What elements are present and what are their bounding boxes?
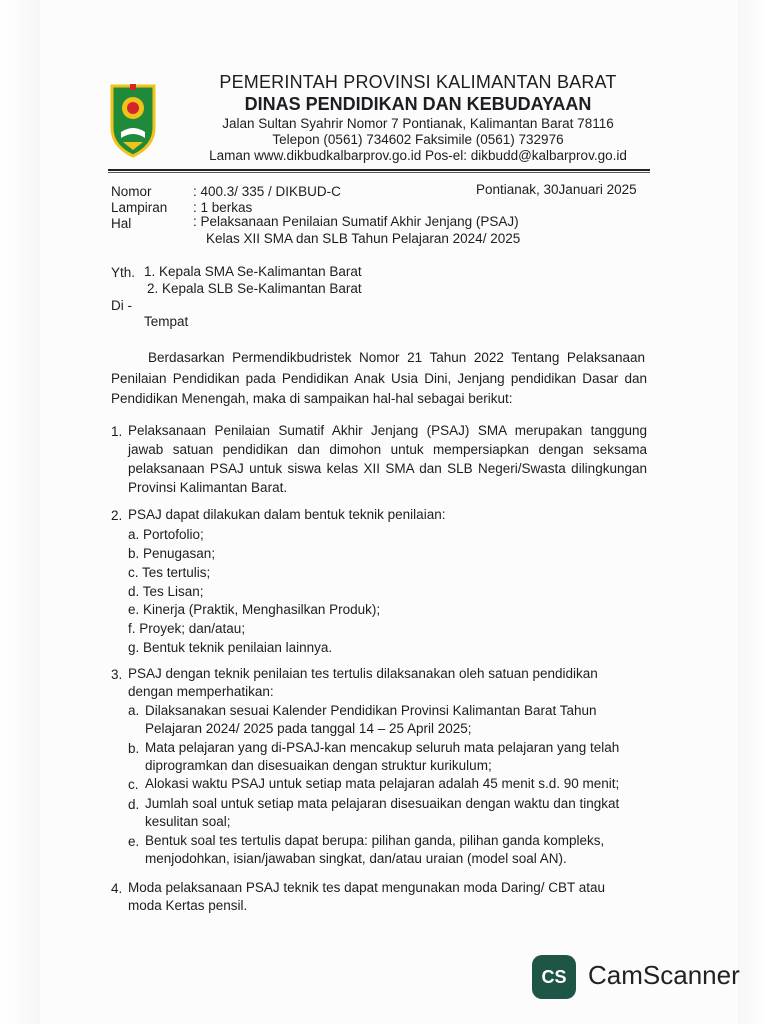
hal-value-line2: Kelas XII SMA dan SLB Tahun Pelajaran 2024/ 2025 [206,231,521,246]
point-2-item-c: c. Tes tertulis; [128,565,211,580]
provincial-emblem-logo [108,80,158,158]
point-1-line-4: Provinsi Kalimantan Barat. [128,480,288,495]
lampiran-value: : 1 berkas [193,200,253,215]
point-2-item-a: a. Portofolio; [128,527,204,542]
point-2-number: 2. [111,508,123,523]
recipient-1: 1. Kepala SMA Se-Kalimantan Barat [144,264,362,279]
letterhead-address: Jalan Sultan Syahrir Nomor 7 Pontianak, Kalimantan Barat 78116 [222,116,614,131]
point-2-item-e: e. Kinerja (Praktik, Menghasilkan Produk); [128,602,381,617]
point-3-item-b-line-1: Mata pelajaran yang di-PSAJ-kan mencakup seluruh mata pelajaran yang telah [145,740,620,755]
point-3-line-1: PSAJ dengan teknik penilaian tes tertulis dilaksanakan oleh satuan pendidikan [128,666,598,681]
intro-line-2: Penilaian Pendidikan pada Pendidikan Anak Usia Dini, Jenjang pendidikan Dasar dan [111,371,647,386]
letterhead-rule [108,169,650,171]
point-4-line-1: Moda pelaksanaan PSAJ teknik tes dapat mengunakan moda Daring/ CBT atau [128,880,606,895]
letterhead-website: Laman www.dikbudkalbarprov.go.id Pos-el: dikbudd@kalbarprov.go.id [209,148,627,163]
letterhead-rule-thin [108,172,650,173]
tempat-label: Tempat [144,314,189,329]
point-2-text: PSAJ dapat dilakukan dalam bentuk teknik penilaian: [128,507,446,522]
point-1-line-1: Pelaksanaan Penilaian Sumatif Akhir Jenjang (PSAJ) SMA merupakan tanggung [128,423,647,438]
point-3-item-c-line-1: Alokasi waktu PSAJ untuk setiap mata pelajaran adalah 45 menit s.d. 90 menit; [145,776,620,791]
point-2-item-g: g. Bentuk teknik penilaian lainnya. [128,640,333,655]
nomor-value: : 400.3/ 335 / DIKBUD-C [193,184,341,199]
page-left-margin [0,0,40,1024]
letterhead-phone: Telepon (0561) 734602 Faksimile (0561) 732976 [272,132,564,147]
point-4-line-2: moda Kertas pensil. [128,898,248,913]
point-3-item-a-line-1: Dilaksanakan sesuai Kalender Pendidikan Provinsi Kalimantan Barat Tahun [145,703,597,718]
hal-value-line1: : Pelaksanaan Penilaian Sumatif Akhir Jenjang (PSAJ) [193,214,519,229]
point-3-line-2: dengan memperhatikan: [128,684,274,699]
point-1-line-2: jawab satuan pendidikan dan dimohon untuk mempersiapkan dengan seksama [128,442,647,457]
di-label: Di - [111,298,132,313]
intro-line-3: Pendidikan Menengah, maka di sampaikan hal-hal sebagai berikut: [111,391,513,406]
point-3-item-a-line-2: Pelajaran 2024/ 2025 pada tanggal 14 – 25 April 2025; [145,721,472,736]
yth-label: Yth. [111,265,136,280]
page-right-margin [738,0,768,1024]
point-1-number: 1. [111,424,123,439]
point-3-item-d-label: d. [128,797,140,812]
letter-date: Pontianak, 30Januari 2025 [476,182,637,197]
lampiran-label: Lampiran [111,200,168,215]
camscanner-logo-icon: CS [532,955,576,999]
letterhead-department: DINAS PENDIDIKAN DAN KEBUDAYAAN [244,94,592,114]
point-3-item-e-line-2: menjodohkan, isian/jawaban singkat, dan/atau uraian (model soal AN). [145,851,567,866]
point-1-line-3: pelaksanaan PSAJ untuk siswa kelas XII SMA dan SLB Negeri/Swasta dilingkungan [128,461,647,476]
nomor-label: Nomor [111,184,152,199]
intro-line-1: Berdasarkan Permendikbudristek Nomor 21 Tahun 2022 Tentang Pelaksanaan [148,350,645,365]
point-3-item-b-line-2: diprogramkan dan disesuaikan dengan struktur kurikulum; [145,758,492,773]
point-3-item-d-line-1: Jumlah soal untuk setiap mata pelajaran disesuaikan dengan waktu dan tingkat [145,796,620,811]
point-2-item-b: b. Penugasan; [128,546,216,561]
point-3-item-c-label: c. [128,777,139,792]
point-2-item-d: d. Tes Lisan; [128,584,204,599]
point-4-number: 4. [111,881,123,896]
point-3-item-d-line-2: kesulitan soal; [145,814,231,829]
point-3-item-e-label: e. [128,834,140,849]
point-3-number: 3. [111,667,123,682]
point-3-item-a-label: a. [128,703,140,718]
camscanner-watermark: CamScanner [588,960,740,990]
point-3-item-e-line-1: Bentuk soal tes tertulis dapat berupa: pilihan ganda, pilihan ganda kompleks, [145,833,605,848]
hal-label: Hal [111,216,132,231]
letterhead-government: PEMERINTAH PROVINSI KALIMANTAN BARAT [219,72,617,92]
point-2-item-f: f. Proyek; dan/atau; [128,621,246,636]
point-3-item-b-label: b. [128,741,140,756]
recipient-2: 2. Kepala SLB Se-Kalimantan Barat [147,281,362,296]
